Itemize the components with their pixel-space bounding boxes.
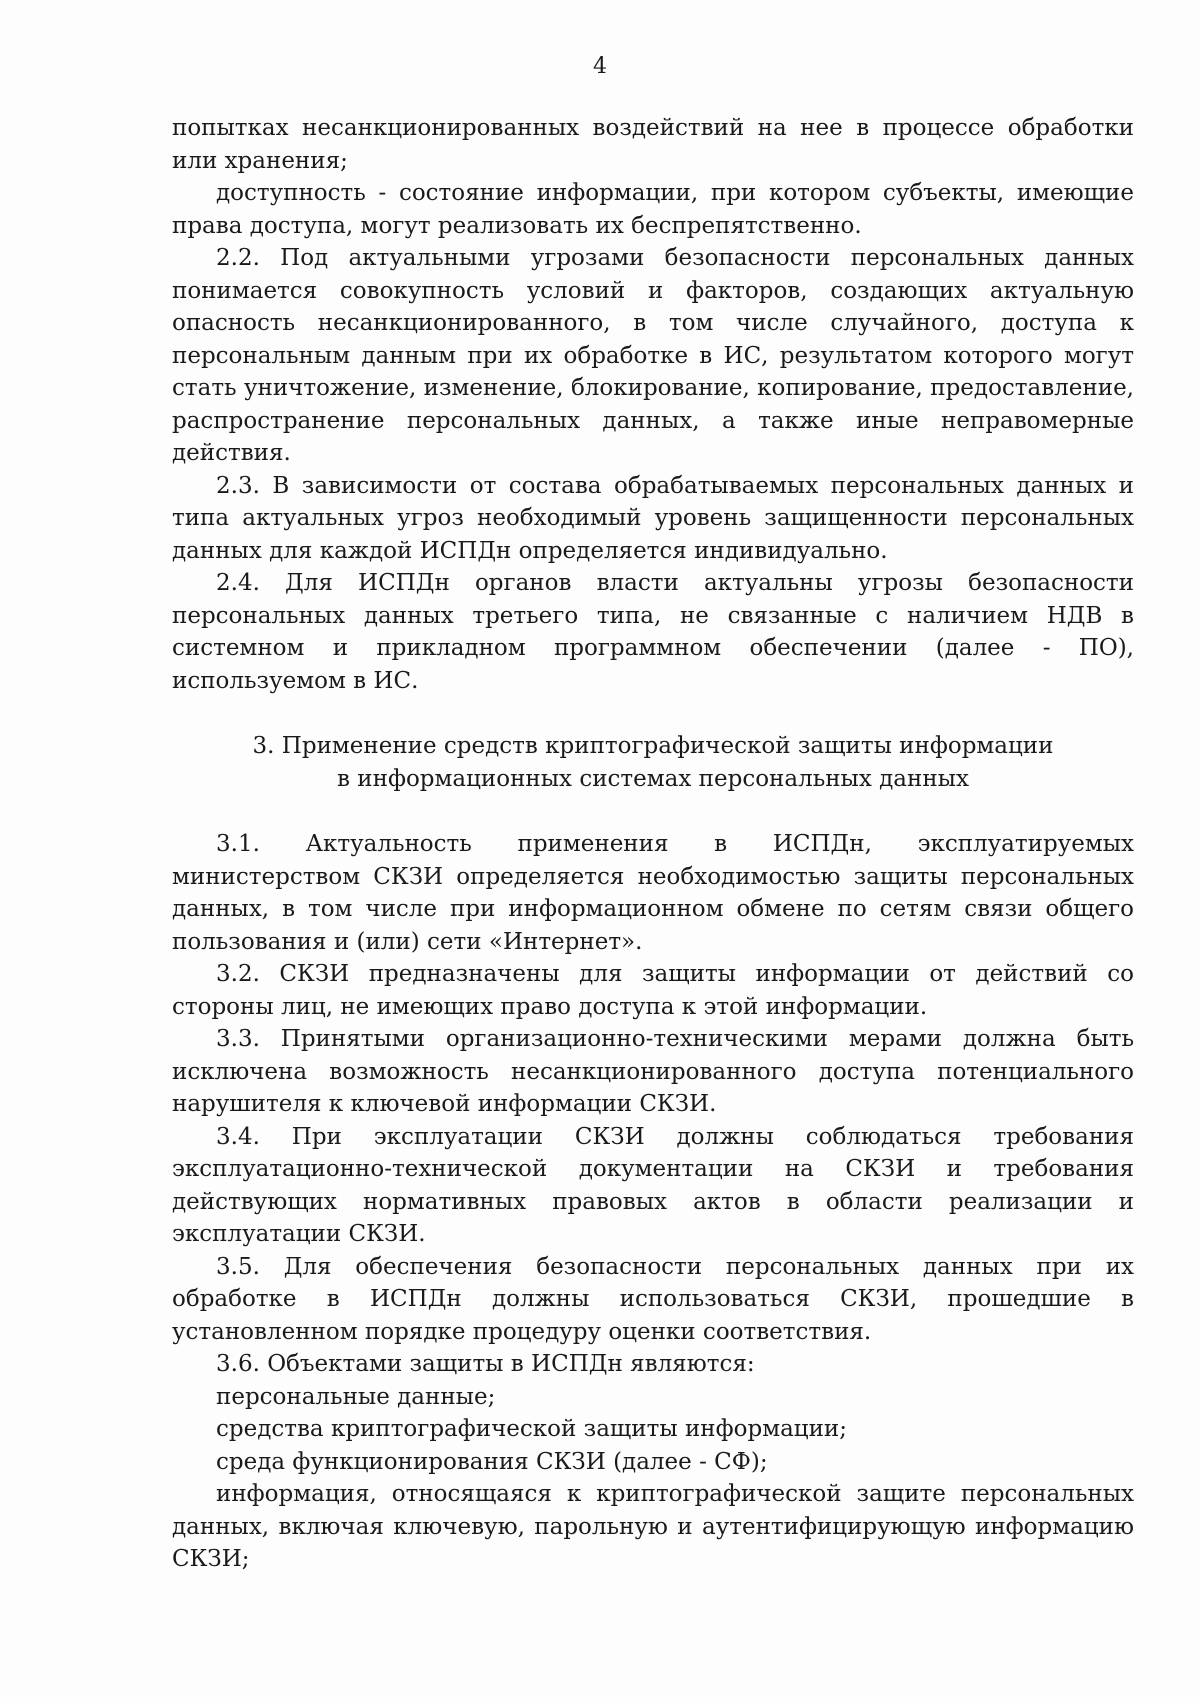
paragraph-3-5: 3.5. Для обеспечения безопасности персональных данных при их обработке в ИСПДн должны использоваться СКЗИ, прошедшие в установленном порядке процедуру оценки соответствия. <box>172 1253 1134 1345</box>
paragraph-3-6: 3.6. Объектами защиты в ИСПДн являются: <box>216 1351 755 1377</box>
document-body <box>172 112 1134 1576</box>
list-item-key-information: информация, относящаяся к криптографической защите персональных данных, включая ключевую, парольную и аутентифицирующую информацию СКЗИ; <box>172 1481 1134 1572</box>
paragraph-2-2: 2.2. Под актуальными угрозами безопасности персональных данных понимается совокупность условий и факторов, создающих актуальную опасность несанкционированного, в том числе случайного, доступа к персональным данным при их обработке в ИС, результатом которого могут стать уничтожение, изменение, блокирование, копирование, предоставление, распространение персональных данных, а также иные неправомерные действия. <box>172 245 1134 466</box>
section-3-heading-line1: 3. Применение средств криптографической защиты информации <box>252 733 1054 759</box>
paragraph-availability: доступность - состояние информации, при котором субъекты, имеющие права доступа, могут реализовать их беспрепятственно. <box>172 180 1134 239</box>
paragraph-3-4: 3.4. При эксплуатации СКЗИ должны соблюдаться требования эксплуатационно-технической документации на СКЗИ и требования действующих нормативных правовых актов в области реализации и эксплуатации СКЗИ. <box>172 1123 1134 1247</box>
paragraph-2-4: 2.4. Для ИСПДн органов власти актуальны угрозы безопасности персональных данных третьего типа, не связанные с наличием НДВ в системном и прикладном программном обеспечении (далее - ПО), используемом в ИС. <box>172 570 1134 694</box>
paragraph-3-1: 3.1. Актуальность применения в ИСПДн, эксплуатируемых министерством СКЗИ определяется необходимостью защиты персональных данных, в том числе при информационном обмене по сетям связи общего пользования и (или) сети «Интернет». <box>172 831 1134 955</box>
section-3-heading-line2: в информационных системах персональных данных <box>337 765 969 792</box>
list-item-crypto-means: средства криптографической защиты информации; <box>216 1416 848 1442</box>
page-number: 4 <box>593 54 607 79</box>
paragraph-3-3: 3.3. Принятыми организационно-техническими мерами должна быть исключена возможность несанкционированного доступа потенциального нарушителя к ключевой информации СКЗИ. <box>172 1026 1134 1117</box>
list-item-environment: среда функционирования СКЗИ (далее - СФ); <box>216 1448 768 1475</box>
list-item-personal-data: персональные данные; <box>216 1383 496 1410</box>
paragraph-2-3: 2.3. В зависимости от состава обрабатываемых персональных данных и типа актуальных угроз необходимый уровень защищенности персональных данных для каждой ИСПДн определяется индивидуально. <box>172 472 1134 564</box>
paragraph-continuation: попытках несанкционированных воздействий на нее в процессе обработки или хранения; <box>172 115 1134 174</box>
paragraph-3-2: 3.2. СКЗИ предназначены для защиты информации от действий со стороны лиц, не имеющих право доступа к этой информации. <box>172 961 1134 1020</box>
section-3-heading <box>172 730 1134 795</box>
